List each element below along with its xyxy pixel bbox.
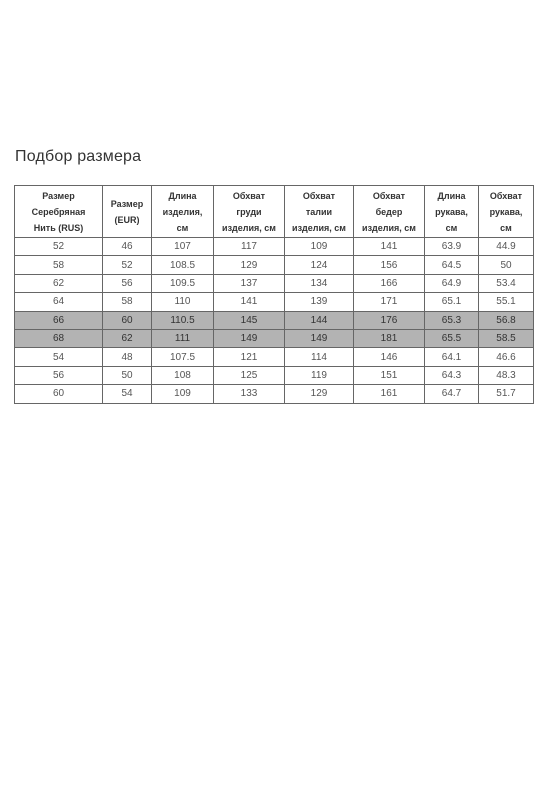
table-cell: 58 [15,256,103,274]
table-cell: 66 [15,311,103,329]
table-cell: 63.9 [425,238,479,256]
table-cell: 171 [354,293,425,311]
table-cell: 46.6 [479,348,534,366]
table-cell: 64.3 [425,366,479,384]
table-cell: 176 [354,311,425,329]
column-header-line: Длина [168,190,197,201]
table-cell: 50 [103,366,152,384]
column-header-line: Размер [110,198,144,209]
column-header-line: рукава, [489,206,523,217]
table-cell: 125 [214,366,285,384]
table-cell: 107 [152,238,214,256]
column-header-line: см [500,222,512,233]
table-cell: 60 [103,311,152,329]
table-cell: 65.1 [425,293,479,311]
table-cell: 60 [15,385,103,403]
table-cell: 129 [285,385,354,403]
table-row [15,293,534,311]
table-cell: 56 [15,366,103,384]
column-header-line: см [445,222,458,233]
column-header-line: изделия, [162,206,203,217]
table-cell: 62 [15,274,103,292]
table-cell: 121 [214,348,285,366]
column-header-line: талии [305,206,333,217]
table-cell: 111 [152,329,214,347]
table-cell: 52 [103,256,152,274]
column-header-line: изделия, см [292,222,346,233]
column-header [15,186,103,238]
column-header-line: изделия, см [222,222,276,233]
table-cell: 51.7 [479,385,534,403]
column-header-line: Обхват [232,190,266,201]
table-row [15,385,534,403]
column-header [425,186,479,238]
table-cell: 56.8 [479,311,534,329]
table-cell: 129 [214,256,285,274]
column-header [354,186,425,238]
table-cell: 124 [285,256,354,274]
table-cell: 141 [214,293,285,311]
column-header-line: изделия, см [362,222,416,233]
column-header [214,186,285,238]
table-row [15,348,534,366]
column-header-line: груди [236,206,262,217]
table-cell: 54 [15,348,103,366]
table-cell: 139 [285,293,354,311]
table-cell: 119 [285,366,354,384]
table-row [15,256,534,274]
table-cell: 56 [103,274,152,292]
table-row [15,366,534,384]
table-cell: 64.1 [425,348,479,366]
table-cell: 134 [285,274,354,292]
table-cell: 58.5 [479,329,534,347]
column-header-line: Серебряная [31,206,86,217]
table-cell: 53.4 [479,274,534,292]
table-cell: 109 [285,238,354,256]
table-cell: 110 [152,293,214,311]
table-row [15,238,534,256]
table-cell: 114 [285,348,354,366]
table-cell: 65.5 [425,329,479,347]
column-header-line: см [176,222,189,233]
column-header [152,186,214,238]
table-cell: 109.5 [152,274,214,292]
column-header-line: Обхват [489,190,523,201]
table-cell: 110.5 [152,311,214,329]
table-cell: 48.3 [479,366,534,384]
table-cell: 146 [354,348,425,366]
table-cell: 48 [103,348,152,366]
column-header-line: (EUR) [114,214,140,225]
table-cell: 55.1 [479,293,534,311]
column-header [103,186,152,238]
table-row [15,311,534,329]
table-cell: 54 [103,385,152,403]
table-cell: 149 [214,329,285,347]
table-cell: 145 [214,311,285,329]
table-row [15,274,534,292]
column-header-line: Обхват [372,190,406,201]
column-header-line: Размер [42,190,75,201]
table-body [15,238,534,404]
table-cell: 62 [103,329,152,347]
size-chart-table [14,185,534,404]
table-cell: 52 [15,238,103,256]
table-cell: 46 [103,238,152,256]
table-cell: 44.9 [479,238,534,256]
table-cell: 141 [354,238,425,256]
column-header-line: бедер [375,206,403,217]
table-cell: 107.5 [152,348,214,366]
table-cell: 109 [152,385,214,403]
table-cell: 137 [214,274,285,292]
table-cell: 64 [15,293,103,311]
table-cell: 151 [354,366,425,384]
table-cell: 64.5 [425,256,479,274]
page-title: Подбор размера [15,148,142,165]
table-cell: 161 [354,385,425,403]
column-header-line: рукава, [435,206,468,217]
table-cell: 64.9 [425,274,479,292]
table-cell: 108 [152,366,214,384]
table-cell: 166 [354,274,425,292]
table-cell: 50 [479,256,534,274]
column-header-line: Длина [437,190,466,201]
table-cell: 68 [15,329,103,347]
column-header-line: Нить (RUS) [33,222,84,233]
column-header-line: Обхват [302,190,336,201]
column-header [479,186,534,238]
table-cell: 108.5 [152,256,214,274]
table-cell: 149 [285,329,354,347]
table-cell: 133 [214,385,285,403]
table-cell: 64.7 [425,385,479,403]
table-row [15,329,534,347]
table-cell: 156 [354,256,425,274]
column-header [285,186,354,238]
table-cell: 58 [103,293,152,311]
table-cell: 117 [214,238,285,256]
table-cell: 65.3 [425,311,479,329]
table-cell: 144 [285,311,354,329]
table-cell: 181 [354,329,425,347]
header-row [15,186,534,238]
